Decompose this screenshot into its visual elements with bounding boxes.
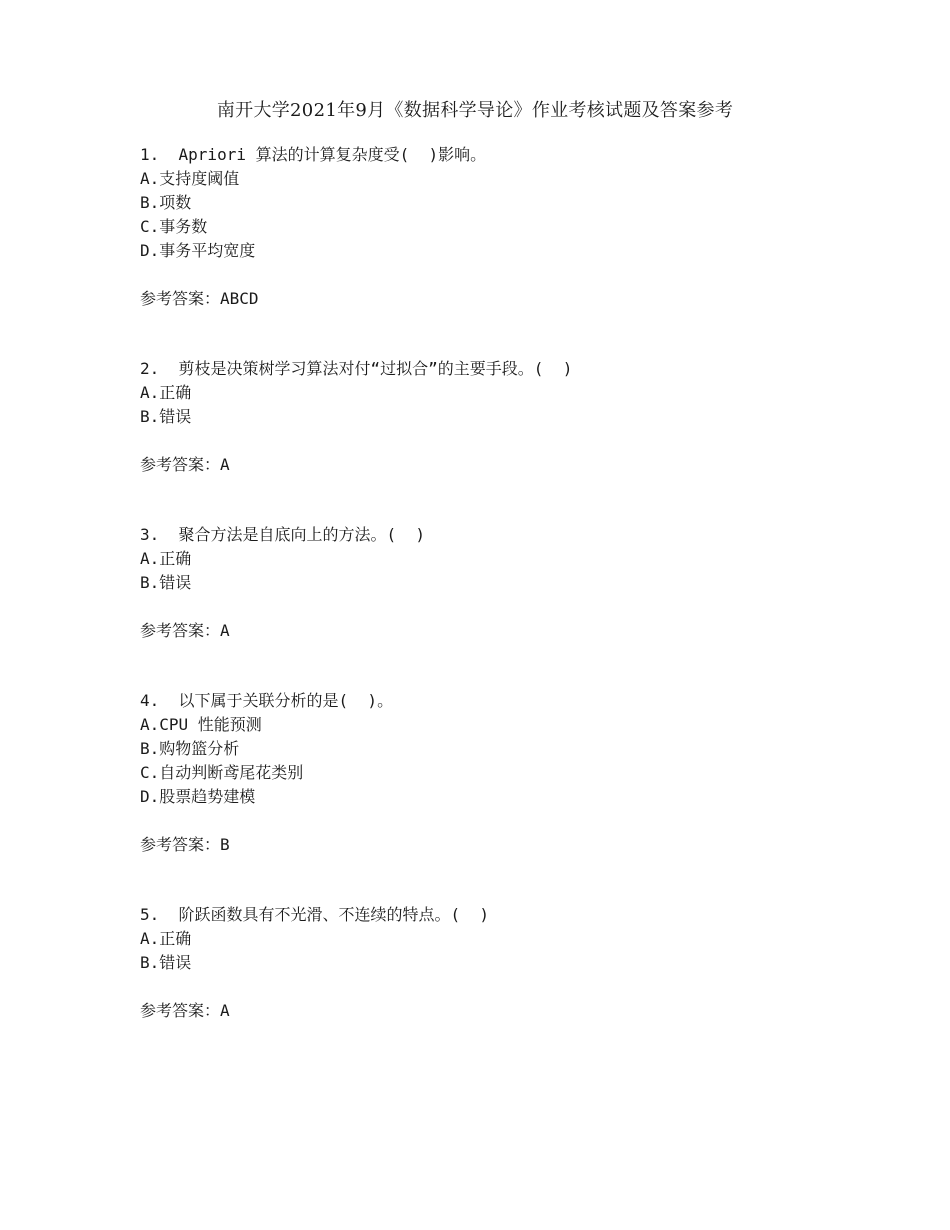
- question-1: [140, 143, 860, 311]
- answer-line: [140, 287, 860, 311]
- question-option: A.正确: [140, 929, 192, 948]
- answer-value: A: [220, 621, 230, 640]
- answer-label: 参考答案：: [140, 621, 221, 640]
- question-stem: 4. 以下属于关联分析的是( )。: [140, 691, 394, 710]
- answer-value: A: [220, 455, 230, 474]
- answer-line: [140, 833, 860, 857]
- answer-label: 参考答案：: [140, 289, 221, 308]
- question-option: B.错误: [140, 407, 192, 426]
- answer-value: A: [220, 1001, 230, 1020]
- question-option: A.CPU 性能预测: [140, 715, 262, 734]
- question-option: A.正确: [140, 383, 192, 402]
- question-stem: 5. 阶跃函数具有不光滑、不连续的特点。( ): [140, 905, 490, 924]
- question-4: [140, 689, 860, 857]
- question-option: D.事务平均宽度: [140, 241, 256, 260]
- answer-line: [140, 453, 860, 477]
- answer-line: [140, 999, 860, 1023]
- question-option: C.自动判断鸢尾花类别: [140, 763, 304, 782]
- question-option: A.支持度阈值: [140, 169, 240, 188]
- question-stem: 3. 聚合方法是自底向上的方法。( ): [140, 525, 426, 544]
- question-stem: 2. 剪枝是决策树学习算法对付“过拟合”的主要手段。( ): [140, 359, 573, 378]
- question-5: [140, 903, 860, 1023]
- question-option: C.事务数: [140, 217, 208, 236]
- answer-label: 参考答案：: [140, 1001, 221, 1020]
- question-option: D.股票趋势建模: [140, 787, 256, 806]
- question-option: B.错误: [140, 953, 192, 972]
- question-2: [140, 357, 860, 477]
- question-list: [140, 143, 860, 1023]
- question-option: B.错误: [140, 573, 192, 592]
- answer-value: B: [220, 835, 230, 854]
- question-option: A.正确: [140, 549, 192, 568]
- answer-label: 参考答案：: [140, 835, 221, 854]
- document-title: 南开大学2021年9月《数据科学导论》作业考核试题及答案参考: [216, 100, 734, 121]
- question-stem: 1. Apriori 算法的计算复杂度受( )影响。: [140, 145, 487, 164]
- question-option: B.项数: [140, 193, 192, 212]
- question-3: [140, 523, 860, 643]
- answer-line: [140, 619, 860, 643]
- answer-label: 参考答案：: [140, 455, 221, 474]
- question-option: B.购物篮分析: [140, 739, 240, 758]
- answer-value: ABCD: [220, 289, 259, 308]
